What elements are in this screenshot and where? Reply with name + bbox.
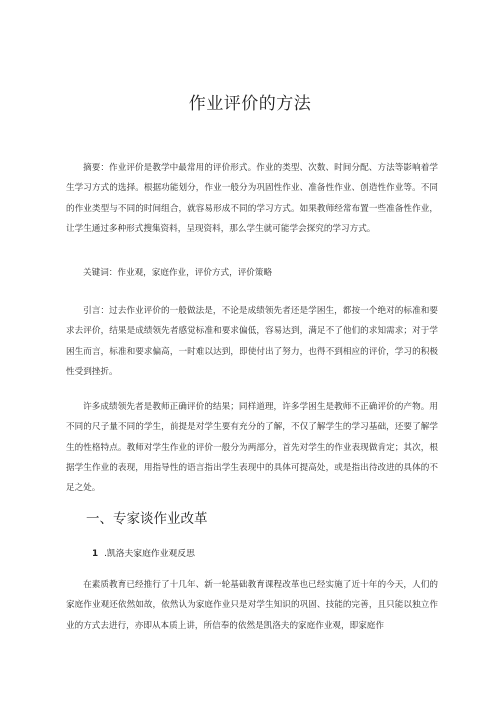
section-text-1: 在素质教育已经推行了十几年、新一轮基础教育课程改革也已经实施了近十年的今天，人们的家庭作业观还依然如故，依然认为家庭作业只是对学生知识的巩固、技能的完善，且只能以独立作业的方式去进行，亦即从本质上讲，所信奉的依然是凯洛夫的家庭作业观，即家庭作: [66, 580, 438, 631]
intro-paragraph-2: [66, 397, 438, 498]
abstract-text: 摘要：作业评价是教学中最常用的评价形式。作业的类型、次数、时间分配、方法等影响着学生学习方式的选择。根据功能划分，作业一般分为巩固性作业、准备性作业、创造性作业等。不同的作业类型与不同的时间组合，就容易形成不同的学习方式。如果教师经常布置一些准备性作业，让学生通过多种形式搜集资料，呈现资料，那么学生就可能学会探究的学习方式。: [66, 163, 438, 234]
intro-text-2: 许多成绩领先者是教师正确评价的结果；同样道理，许多学困生是教师不正确评价的产物。用不同的尺子量不同的学生，前提是对学生要有充分的了解，不仅了解学生的学习基础，还要了解学生的性格特点。教师对学生作业的评价一般分为两部分，首先对学生的作业表现做肯定；其次，根据学生作业的表现，用指导性的语言指出学生表现中的具体可提高处，或是指出待改进的具体的不足之处。: [66, 402, 438, 494]
keywords-paragraph: [66, 263, 438, 283]
subsection-heading: [92, 546, 195, 559]
intro-text-1: 引言：过去作业评价的一般做法是，不论是成绩领先者还是学困生，都按一个绝对的标准和要求去评价，结果是成绩领先者感觉标准和要求偏低，容易达到，满足不了他们的求知需求；对于学困生而言，标准和要求偏高，一时难以达到，即使付出了努力，也得不到相应的评价，学习的积极性受到挫折。: [66, 306, 438, 377]
intro-paragraph-1: [66, 301, 438, 382]
keywords-text: 关键词：作业观，家庭作业，评价方式，评价策略: [83, 268, 273, 278]
section-heading: 一、专家谈作业改革: [86, 511, 208, 527]
subsection-number: 1: [92, 549, 99, 559]
subsection-title: .凯洛夫家庭作业观反思: [104, 549, 195, 559]
section-paragraph-1: [66, 575, 438, 636]
document-title: 作业评价的方法: [188, 94, 312, 114]
abstract-paragraph: [66, 158, 438, 239]
